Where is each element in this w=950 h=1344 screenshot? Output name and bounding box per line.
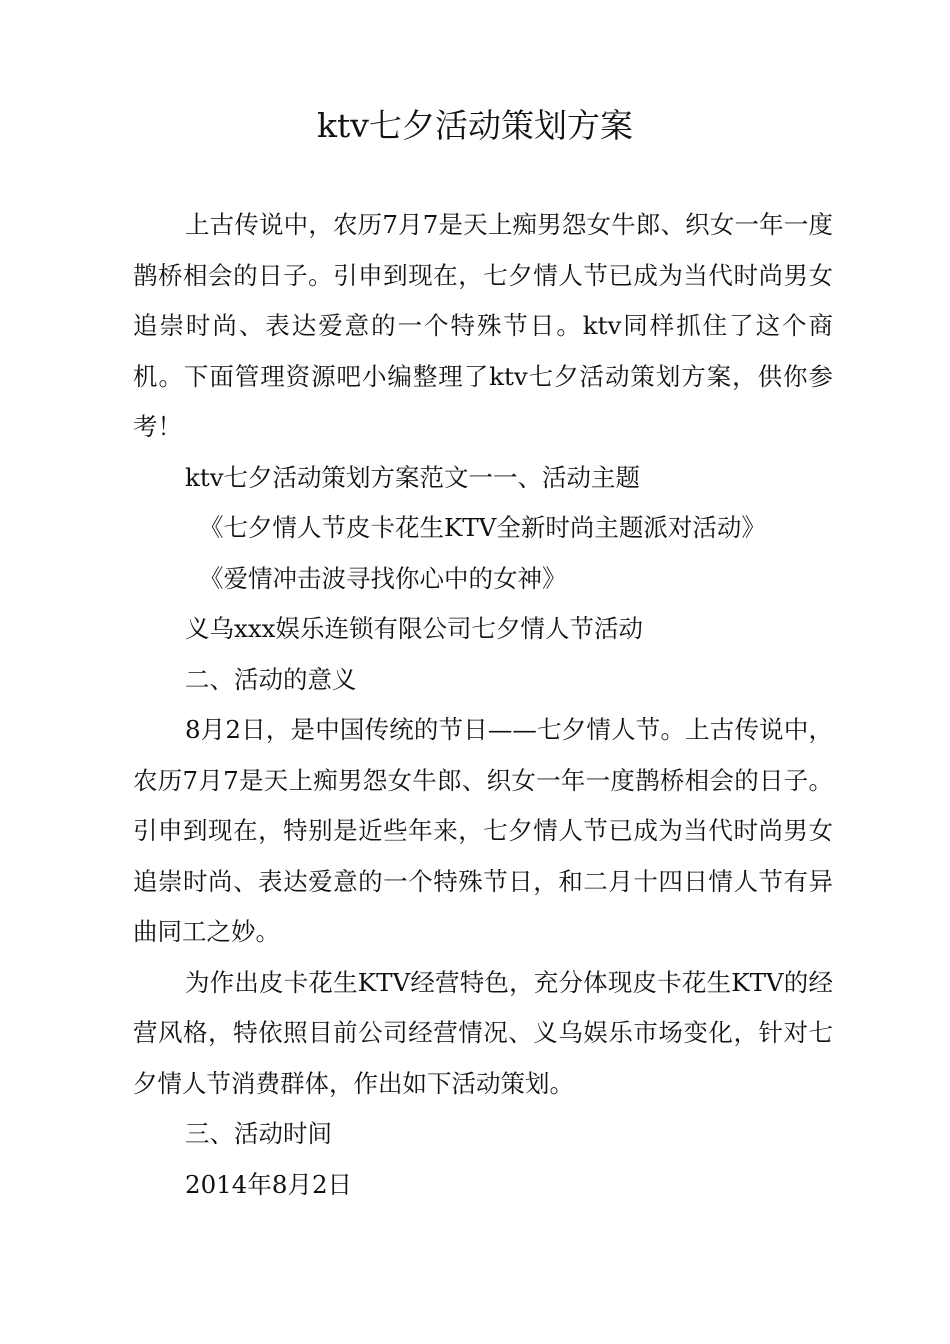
- paragraph-theme-1: 《七夕情人节皮卡花生KTV全新时尚主题派对活动》: [199, 513, 766, 542]
- paragraph-theme-2: 《爱情冲击波寻找你心中的女神》: [199, 563, 567, 593]
- document-body: [133, 200, 833, 1210]
- paragraph-company: 义乌xxx娱乐连锁有限公司七夕情人节活动: [185, 614, 643, 643]
- paragraph-plan: 为作出皮卡花生KTV经营特色，充分体现皮卡花生KTV的经营风格，特依照目前公司经营情况、义乌娱乐市场变化，针对七夕情人节消费群体，作出如下活动策划。: [133, 967, 833, 1098]
- section-heading-time: 三、活动时间: [185, 1119, 332, 1148]
- paragraph-sample-heading: ktv七夕活动策划方案范文一一、活动主题: [185, 462, 641, 492]
- section-heading-meaning: 二、活动的意义: [185, 664, 357, 694]
- paragraph-date: 2014年8月2日: [185, 1169, 353, 1199]
- paragraph-meaning: 8月2日，是中国传统的节日——七夕情人节。上古传说中，农历7月7是天上痴男怨女牛郎、织女一年一度鹊桥相会的日子。引申到现在，特别是近些年来，七夕情人节已成为当代时尚男女追崇时尚、表达爱意的一个特殊节日，和二月十四日情人节有异曲同工之妙。: [133, 715, 833, 946]
- document-title: ktv七夕活动策划方案: [317, 106, 633, 145]
- paragraph-intro: 上古传说中，农历7月7是天上痴男怨女牛郎、织女一年一度鹊桥相会的日子。引申到现在，七夕情人节已成为当代时尚男女追崇时尚、表达爱意的一个特殊节日。ktv同样抓住了这个商机。下面管理资源吧小编整理了ktv七夕活动策划方案，供你参考！: [133, 210, 833, 441]
